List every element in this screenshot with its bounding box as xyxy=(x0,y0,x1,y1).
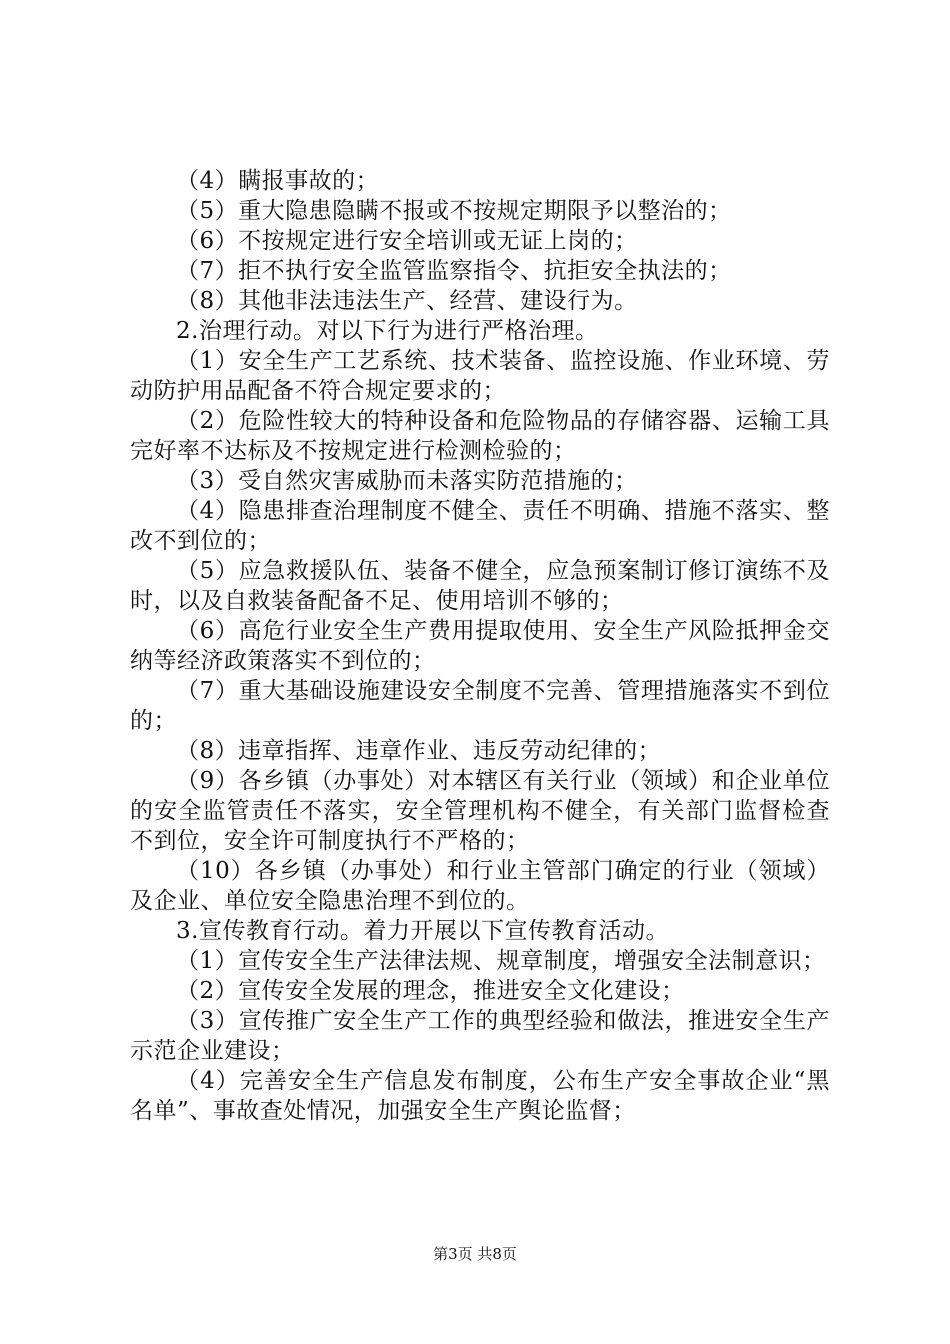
paragraph: （2）宣传安全发展的理念，推进安全文化建设； xyxy=(176,978,685,1004)
paragraph: （7）拒不执行安全监管监察指令、抗拒安全执法的； xyxy=(176,258,732,284)
paragraph: （1）安全生产工艺系统、技术装备、监控设施、作业环境、劳动防护用品配备不符合规定要求的； xyxy=(130,348,830,404)
paragraph: （2）危险性较大的特种设备和危险物品的存储容器、运输工具完好率不达标及不按规定进行检测检验的； xyxy=(130,408,830,464)
paragraph: （6）高危行业安全生产费用提取使用、安全生产风险抵押金交纳等经济政策落实不到位的； xyxy=(130,618,830,674)
paragraph: （1）宣传安全生产法律法规、规章制度，增强安全法制意识； xyxy=(176,948,826,974)
paragraph: （8）违章指挥、违章作业、违反劳动纪律的； xyxy=(176,738,662,764)
page-number: 第3页 共8页 xyxy=(433,1245,517,1263)
paragraph: （5）应急救援队伍、装备不健全，应急预案制订修订演练不及时，以及自救装备配备不足、使用培训不够的； xyxy=(130,558,830,614)
body-text xyxy=(130,166,830,1126)
paragraph: （10）各乡镇（办事处）和行业主管部门确定的行业（领域）及企业、单位安全隐患治理不到位的。 xyxy=(130,858,830,914)
paragraph: （5）重大隐患隐瞒不报或不按规定期限予以整治的； xyxy=(176,198,732,224)
section-heading: 3.宣传教育行动。着力开展以下宣传教育活动。 xyxy=(176,918,669,944)
paragraph: （9）各乡镇（办事处）对本辖区有关行业（领域）和企业单位的安全监管责任不落实，安全管理机构不健全，有关部门监督检查不到位，安全许可制度执行不严格的； xyxy=(130,768,830,854)
paragraph: （4）瞒报事故的； xyxy=(176,168,380,194)
page-footer xyxy=(0,1243,950,1264)
paragraph: （3）宣传推广安全生产工作的典型经验和做法，推进安全生产示范企业建设； xyxy=(130,1008,830,1064)
paragraph: （4）完善安全生产信息发布制度，公布生产安全事故企业“黑名单”、事故查处情况，加强安全生产舆论监督； xyxy=(130,1068,830,1124)
paragraph: （3）受自然灾害威胁而未落实防范措施的； xyxy=(176,468,638,494)
paragraph: （6）不按规定进行安全培训或无证上岗的； xyxy=(176,228,638,254)
paragraph: （7）重大基础设施建设安全制度不完善、管理措施落实不到位的； xyxy=(130,678,830,734)
section-heading: 2.治理行动。对以下行为进行严格治理。 xyxy=(176,318,599,344)
paragraph: （8）其他非法违法生产、经营、建设行为。 xyxy=(176,288,638,314)
paragraph: （4）隐患排查治理制度不健全、责任不明确、措施不落实、整改不到位的； xyxy=(130,498,830,554)
